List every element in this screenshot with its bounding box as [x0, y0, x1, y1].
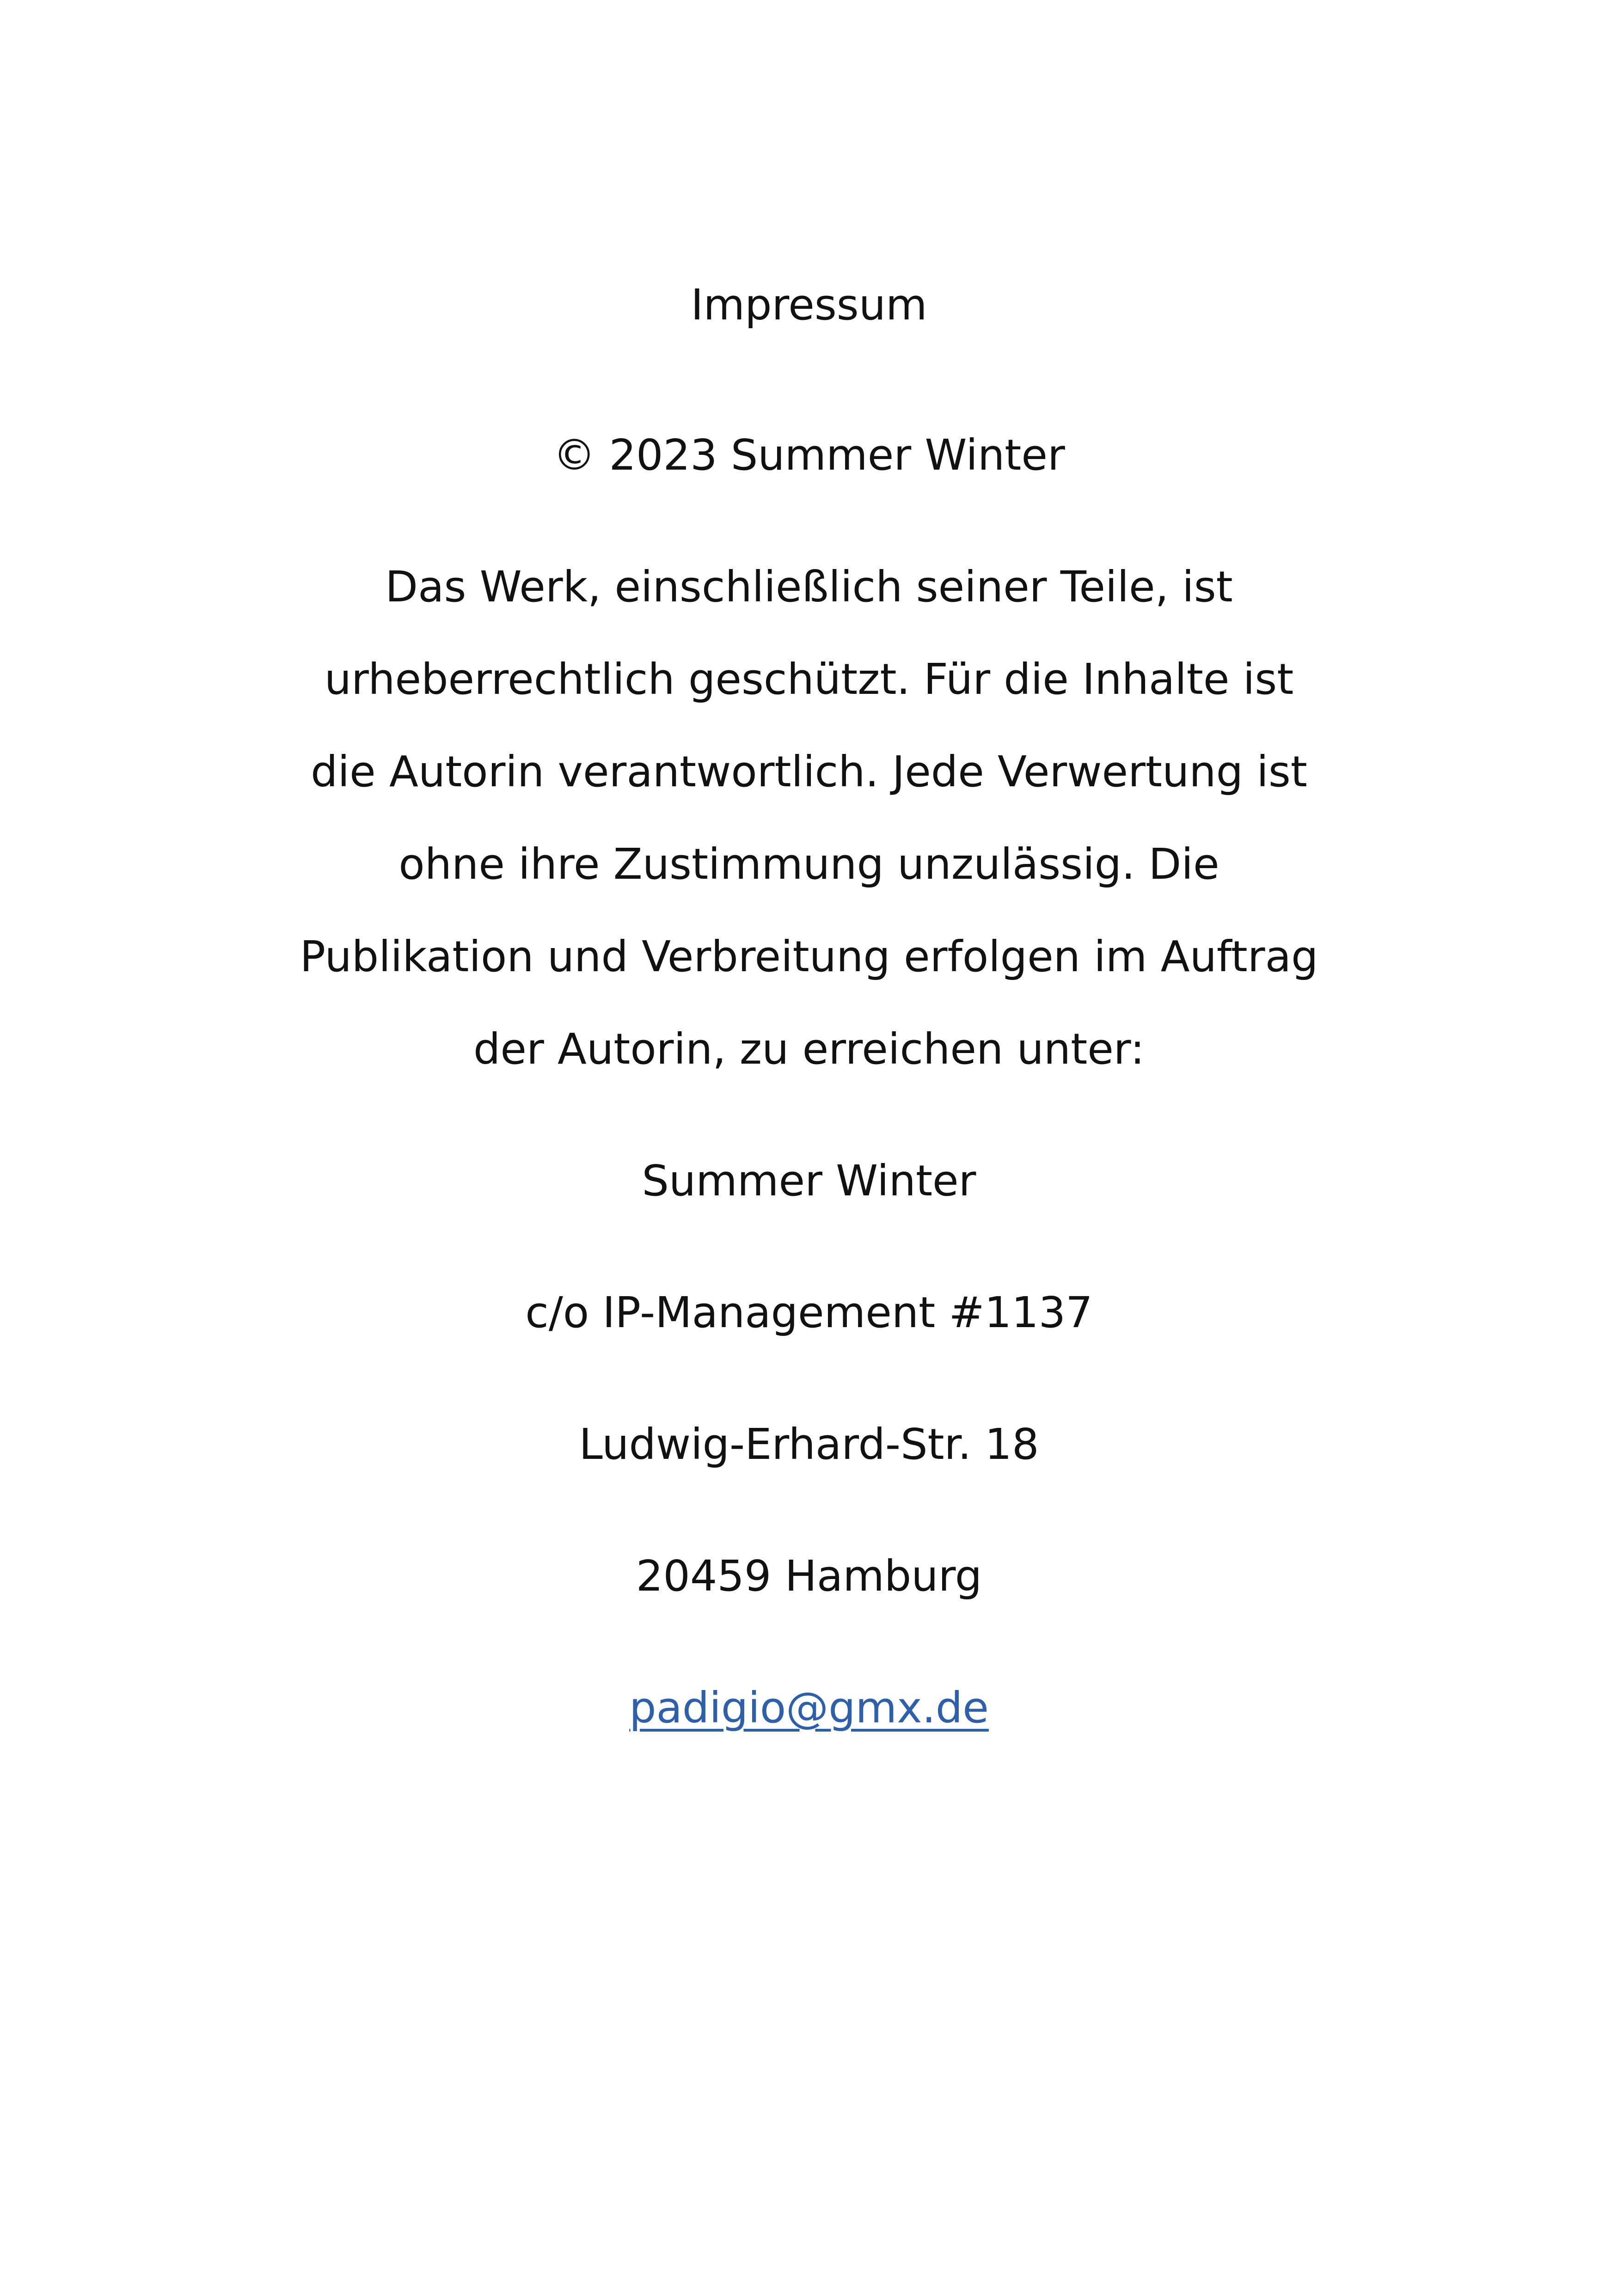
body-line: der Autorin, zu erreichen unter:	[473, 1024, 1145, 1074]
address-street: Ludwig-Erhard-Str. 18	[579, 1420, 1039, 1469]
email-link[interactable]: padigio@gmx.de	[629, 1683, 989, 1733]
body-line: Publikation und Verbreitung erfolgen im Auftrag	[300, 932, 1318, 981]
address-co: c/o IP-Management #1137	[525, 1288, 1093, 1337]
body-line: ohne ihre Zustimmung unzulässig. Die	[398, 839, 1220, 889]
copyright-line: © 2023 Summer Winter	[553, 430, 1065, 480]
address-city: 20459 Hamburg	[636, 1551, 982, 1601]
email-line	[0, 1680, 1618, 1736]
address-name: Summer Winter	[642, 1156, 976, 1206]
body-line: die Autorin verantwortlich. Jede Verwertung ist	[311, 747, 1307, 796]
body-line: urheberrechtlich geschützt. Für die Inhalte ist	[324, 655, 1294, 704]
page-title: Impressum	[691, 280, 927, 330]
body-line: Das Werk, einschließlich seiner Teile, ist	[385, 562, 1233, 612]
